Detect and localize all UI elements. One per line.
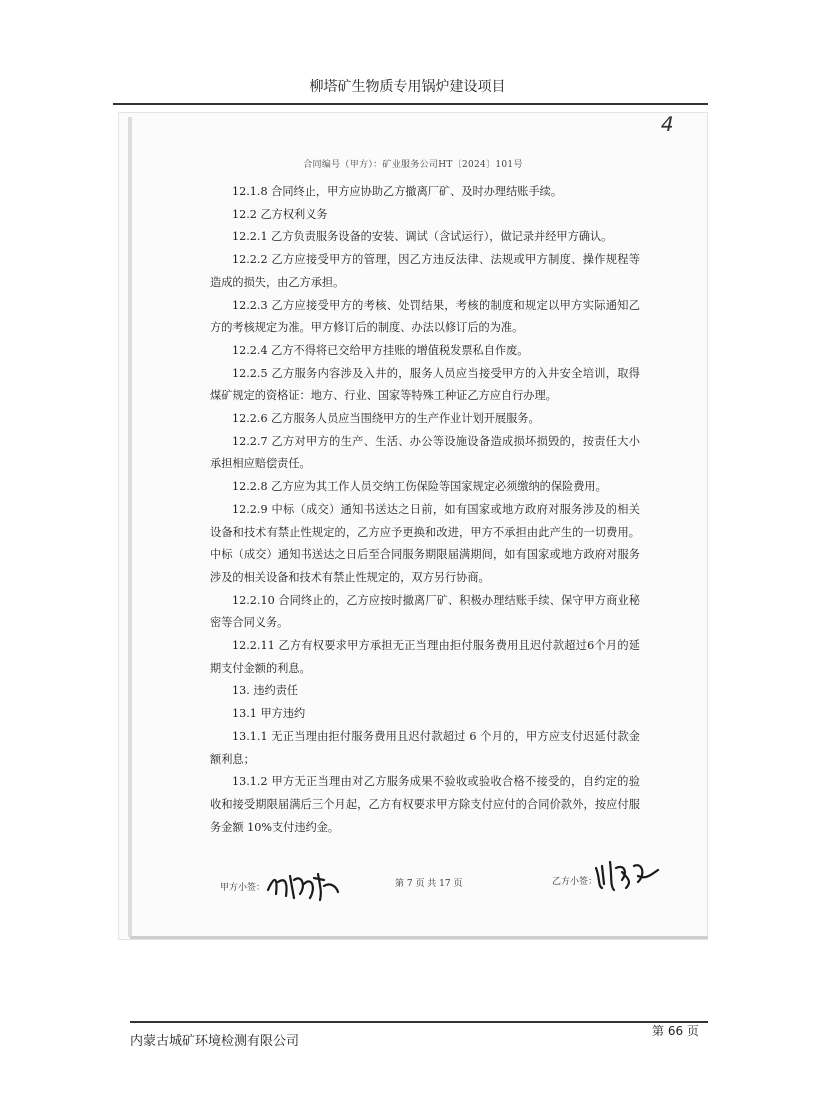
- party-b-initial-label: 乙方小签：: [552, 877, 598, 887]
- scan-page-number: 第 7 页 共 17 页: [395, 879, 463, 889]
- footer-divider: [130, 1021, 708, 1023]
- paragraph: 12.2.10 合同终止的，乙方应按时撤离厂矿、积极办理结账手续、保守甲方商业秘密等合同义务。: [210, 593, 640, 630]
- paragraph: 12.2.5 乙方服务内容涉及入井的，服务人员应当接受甲方的入井安全培训，取得煤矿规定的资格证：地方、行业、国家等特殊工种证乙方应自行办理。: [210, 366, 640, 403]
- paragraph: 12.2.8 乙方应为其工作人员交纳工伤保险等国家规定必须缴纳的保险费用。: [232, 480, 607, 494]
- company-name: 内蒙古城矿环境检测有限公司: [130, 1034, 300, 1049]
- contract-number: 合同编号（甲方）：矿业服务公司HT〔2024〕101号: [303, 160, 523, 170]
- handwritten-page-mark: 4: [658, 112, 677, 136]
- paragraph: 12.2.2 乙方应接受甲方的管理，因乙方违反法律、法规或甲方制度、操作规程等造成的损失，由乙方承担。: [210, 253, 640, 289]
- paragraph: 13.1.1 无正当理由拒付服务费用且迟付款超过 6 个月的，甲方应支付迟延付款金额利息；: [210, 729, 640, 766]
- paragraph: 12.1.8 合同终止，甲方应协助乙方撤离厂矿、及时办理结账手续。: [232, 185, 563, 198]
- scan-edge-shadow-bottom: [130, 936, 708, 939]
- paragraph: 12.2.9 中标（成交）通知书送达之日前，如有国家或地方政府对服务涉及的相关设备和技术有禁止性规定的，乙方应予更换和改进，甲方不承担由此产生的一切费用。中标（成交）通知书送达之日后至合同服务期限届满期间，如有国家或地方政府对服务涉及的相关设备和技术有禁止性规定的，双方另行协商。: [210, 502, 640, 584]
- header-divider: [113, 103, 708, 105]
- contract-body: [210, 181, 640, 839]
- paragraph: 12.2.1 乙方负责服务设备的安装、调试（含试运行），做记录并经甲方确认。: [232, 230, 613, 244]
- paragraph: 12.2.7 乙方对甲方的生产、生活、办公等设施设备造成损坏损毁的，按责任大小承担相应赔偿责任。: [210, 434, 640, 471]
- section-heading: 13. 违约责任: [232, 684, 299, 698]
- paragraph: 12.2.11 乙方有权要求甲方承担无正当理由拒付服务费用且迟付款超过6个月的延期支付金额的利息。: [210, 639, 640, 675]
- party-a-initial-label: 甲方小签：: [220, 883, 266, 893]
- paragraph: 12.2.3 乙方应接受甲方的考核、处罚结果，考核的制度和规定以甲方实际通知乙方的考核规定为准。甲方修订后的制度、办法以修订后的为准。: [210, 298, 640, 335]
- section-heading: 12.2 乙方权利义务: [232, 207, 328, 221]
- scan-footer: [220, 872, 660, 902]
- party-a-signature: [264, 868, 344, 902]
- document-header-title: 柳塔矿生物质专用锅炉建设项目: [309, 79, 506, 95]
- section-heading: 13.1 甲方违约: [232, 707, 306, 721]
- party-b-signature: [592, 858, 662, 892]
- paragraph: 12.2.4 乙方不得将已交给甲方挂账的增值税发票私自作废。: [232, 343, 529, 357]
- paragraph: 13.1.2 甲方无正当理由对乙方服务成果不验收或验收合格不接受的，自约定的验收和接受期限届满后三个月起，乙方有权要求甲方除支付应付的合同价款外，按应付服务金额 10%支付违约金。: [210, 775, 640, 834]
- paragraph: 12.2.6 乙方服务人员应当围绕甲方的生产作业计划开展服务。: [232, 412, 540, 426]
- scan-edge-shadow: [128, 117, 132, 937]
- page-number: 第 66 页: [652, 1024, 699, 1038]
